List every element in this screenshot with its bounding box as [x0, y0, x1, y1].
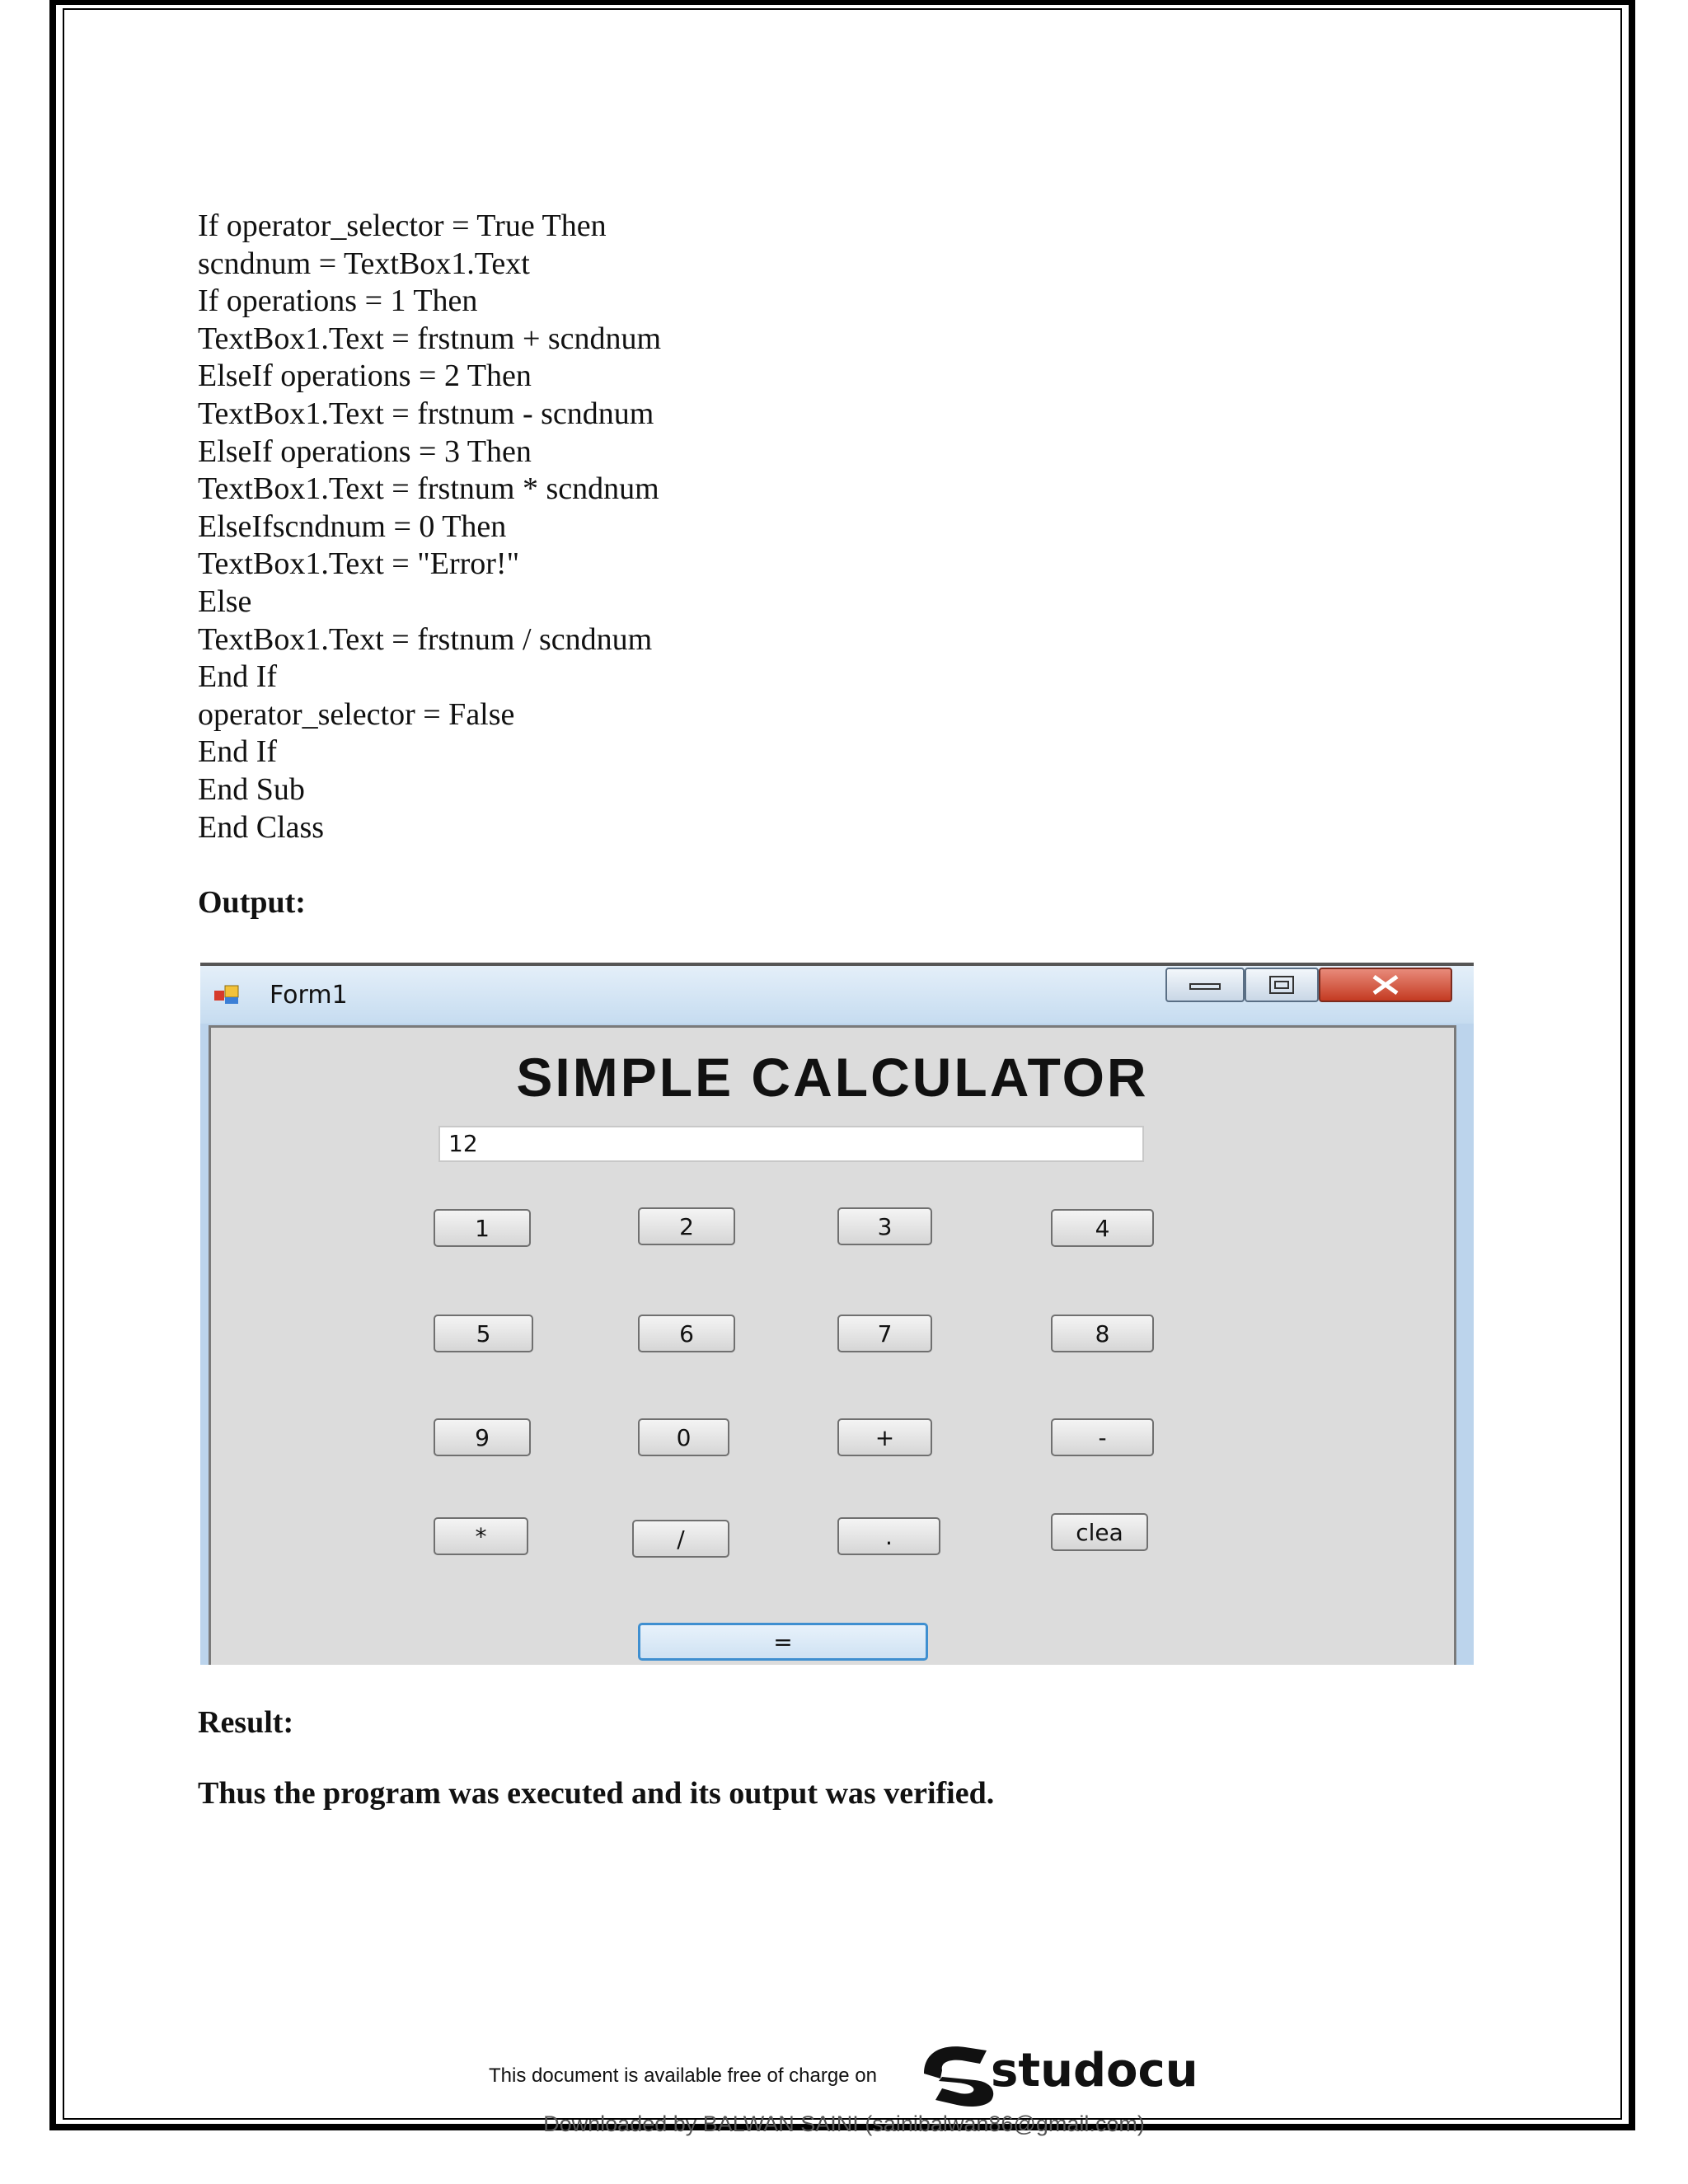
digit-9-button[interactable]: 9 [434, 1418, 531, 1456]
decimal-button[interactable]: . [837, 1517, 940, 1555]
studocu-brand[interactable]: studocu [991, 2044, 1198, 2097]
calculator-title: SIMPLE CALCULATOR [516, 1047, 1149, 1108]
code-line: TextBox1.Text = frstnum / scndnum [198, 621, 653, 657]
digit-6-button[interactable]: 6 [638, 1315, 735, 1352]
result-heading: Result: [198, 1705, 294, 1740]
code-line: TextBox1.Text = frstnum - scndnum [198, 396, 654, 431]
code-line: End If [198, 659, 278, 695]
equals-button[interactable]: = [638, 1623, 928, 1661]
minimize-icon [1189, 977, 1221, 993]
clear-button[interactable]: clea [1051, 1513, 1148, 1551]
code-line: operator_selector = False [198, 696, 515, 732]
code-line: Else [198, 583, 252, 619]
code-line: If operator_selector = True Then [198, 209, 607, 243]
digit-7-button[interactable]: 7 [837, 1315, 932, 1352]
code-line: TextBox1.Text = "Error!" [198, 546, 520, 582]
form-app-icon [213, 984, 240, 1005]
plus-button[interactable]: + [837, 1418, 932, 1456]
download-attribution: Downloaded by BALWAN SAINI (sainibalwan86@gmail.com) [543, 2111, 1145, 2136]
code-line: ElseIfscndnum = 0 Then [198, 509, 507, 544]
multiply-button[interactable]: * [434, 1517, 528, 1555]
digit-2-button[interactable]: 2 [638, 1207, 735, 1245]
availability-note: This document is available free of charge on [489, 2064, 877, 2087]
code-line: ElseIf operations = 3 Then [198, 434, 532, 469]
digit-5-button[interactable]: 5 [434, 1315, 533, 1352]
code-line: ElseIf operations = 2 Then [198, 359, 532, 394]
code-line: scndnum = TextBox1.Text [198, 246, 530, 281]
form-client-area [209, 1025, 1456, 1665]
code-block [198, 208, 661, 846]
code-line: End Class [198, 809, 325, 845]
close-icon [1369, 975, 1402, 995]
minimize-button[interactable] [1165, 968, 1245, 1002]
digit-1-button[interactable]: 1 [434, 1209, 531, 1247]
maximize-button[interactable] [1245, 968, 1319, 1002]
window-titlebar [200, 966, 1474, 1024]
close-button[interactable] [1319, 968, 1452, 1002]
minus-button[interactable]: - [1051, 1418, 1154, 1456]
code-line: If operations = 1 Then [198, 284, 478, 319]
form-screenshot [200, 963, 1474, 1665]
digit-0-button[interactable]: 0 [638, 1418, 729, 1456]
calculator-display[interactable]: 12 [438, 1126, 1144, 1162]
digit-3-button[interactable]: 3 [837, 1207, 932, 1245]
code-line: TextBox1.Text = frstnum * scndnum [198, 471, 659, 507]
code-line: TextBox1.Text = frstnum + scndnum [198, 321, 662, 356]
digit-4-button[interactable]: 4 [1051, 1209, 1154, 1247]
divide-button[interactable]: / [632, 1520, 729, 1558]
result-text: Thus the program was executed and its output was verified. [198, 1776, 995, 1811]
code-line: End If [198, 734, 278, 770]
output-heading: Output: [198, 885, 306, 920]
maximize-icon [1267, 975, 1296, 995]
window-title: Form1 [270, 981, 348, 1010]
code-line: End Sub [198, 771, 305, 807]
digit-8-button[interactable]: 8 [1051, 1315, 1154, 1352]
